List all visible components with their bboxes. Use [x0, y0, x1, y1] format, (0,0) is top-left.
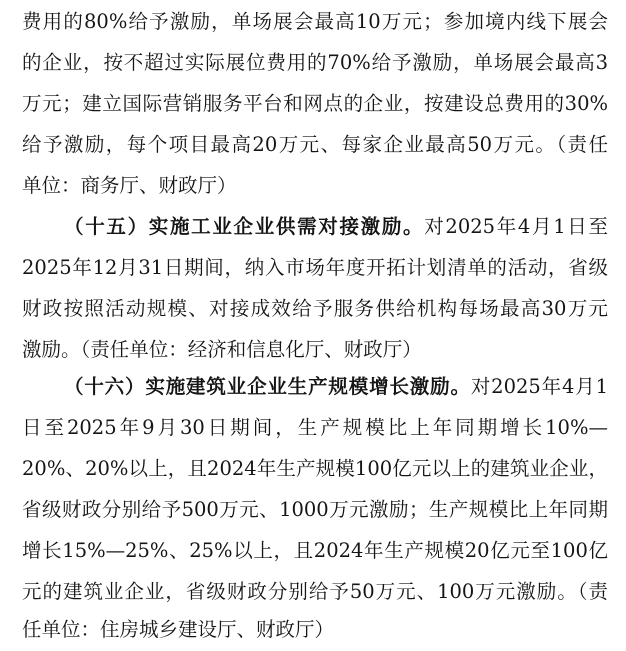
paragraph-3-line-3: 20%、20%以上，且2024年生产规模100亿元以上的建筑业企业，: [22, 457, 608, 480]
paragraph-3-line-5: 增长15%—25%、25%以上，且2024年生产规模20亿元至100亿: [22, 539, 608, 562]
paragraph-3-line-4: 省级财政分别给予500万元、1000万元激励；生产规模比上年同期: [22, 498, 608, 521]
paragraph-3-line-1: [64, 369, 608, 405]
paragraph-3-line-2: 日至2025年9月30日期间，生产规模比上年同期增长10%—: [22, 416, 608, 439]
paragraph-2-line-2: 2025年12月31日期间，纳入市场年度开拓计划清单的活动，省级: [22, 256, 608, 279]
section-15-heading: （十五）实施工业企业供需对接激励。: [64, 215, 425, 238]
paragraph-1-line-4: 给予激励，每个项目最高20万元、每家企业最高50万元。（责任: [22, 133, 608, 156]
paragraph-3-line-6: 元的建筑业企业，省级财政分别给予50万元、100万元激励。（责: [22, 580, 608, 603]
paragraph-1-line-3: 万元；建立国际营销服务平台和网点的企业，按建设总费用的30%: [22, 92, 608, 115]
paragraph-1-line-1: 费用的80%给予激励，单场展会最高10万元；参加境内线下展会: [22, 10, 608, 33]
paragraph-2-line-3: 财政按照活动规模、对接成效给予服务供给机构每场最高30万元: [22, 297, 608, 320]
paragraph-2-line-1-text: 对2025年4月1日至: [424, 215, 608, 238]
paragraph-2-line-1: [64, 209, 608, 245]
paragraph-2-line-4: 激励。（责任单位：经济和信息化厅、财政厅）: [22, 338, 422, 361]
section-16-heading: （十六）实施建筑业企业生产规模增长激励。: [64, 375, 471, 398]
paragraph-1-line-5: 单位：商务厅、财政厅）: [22, 174, 237, 197]
paragraph-3-line-1-text: 对2025年4月1: [470, 375, 608, 398]
paragraph-3-line-7: 任单位：住房城乡建设厅、财政厅）: [22, 618, 335, 641]
paragraph-1-line-2: 的企业，按不超过实际展位费用的70%给予激励，单场展会最高3: [22, 51, 608, 74]
